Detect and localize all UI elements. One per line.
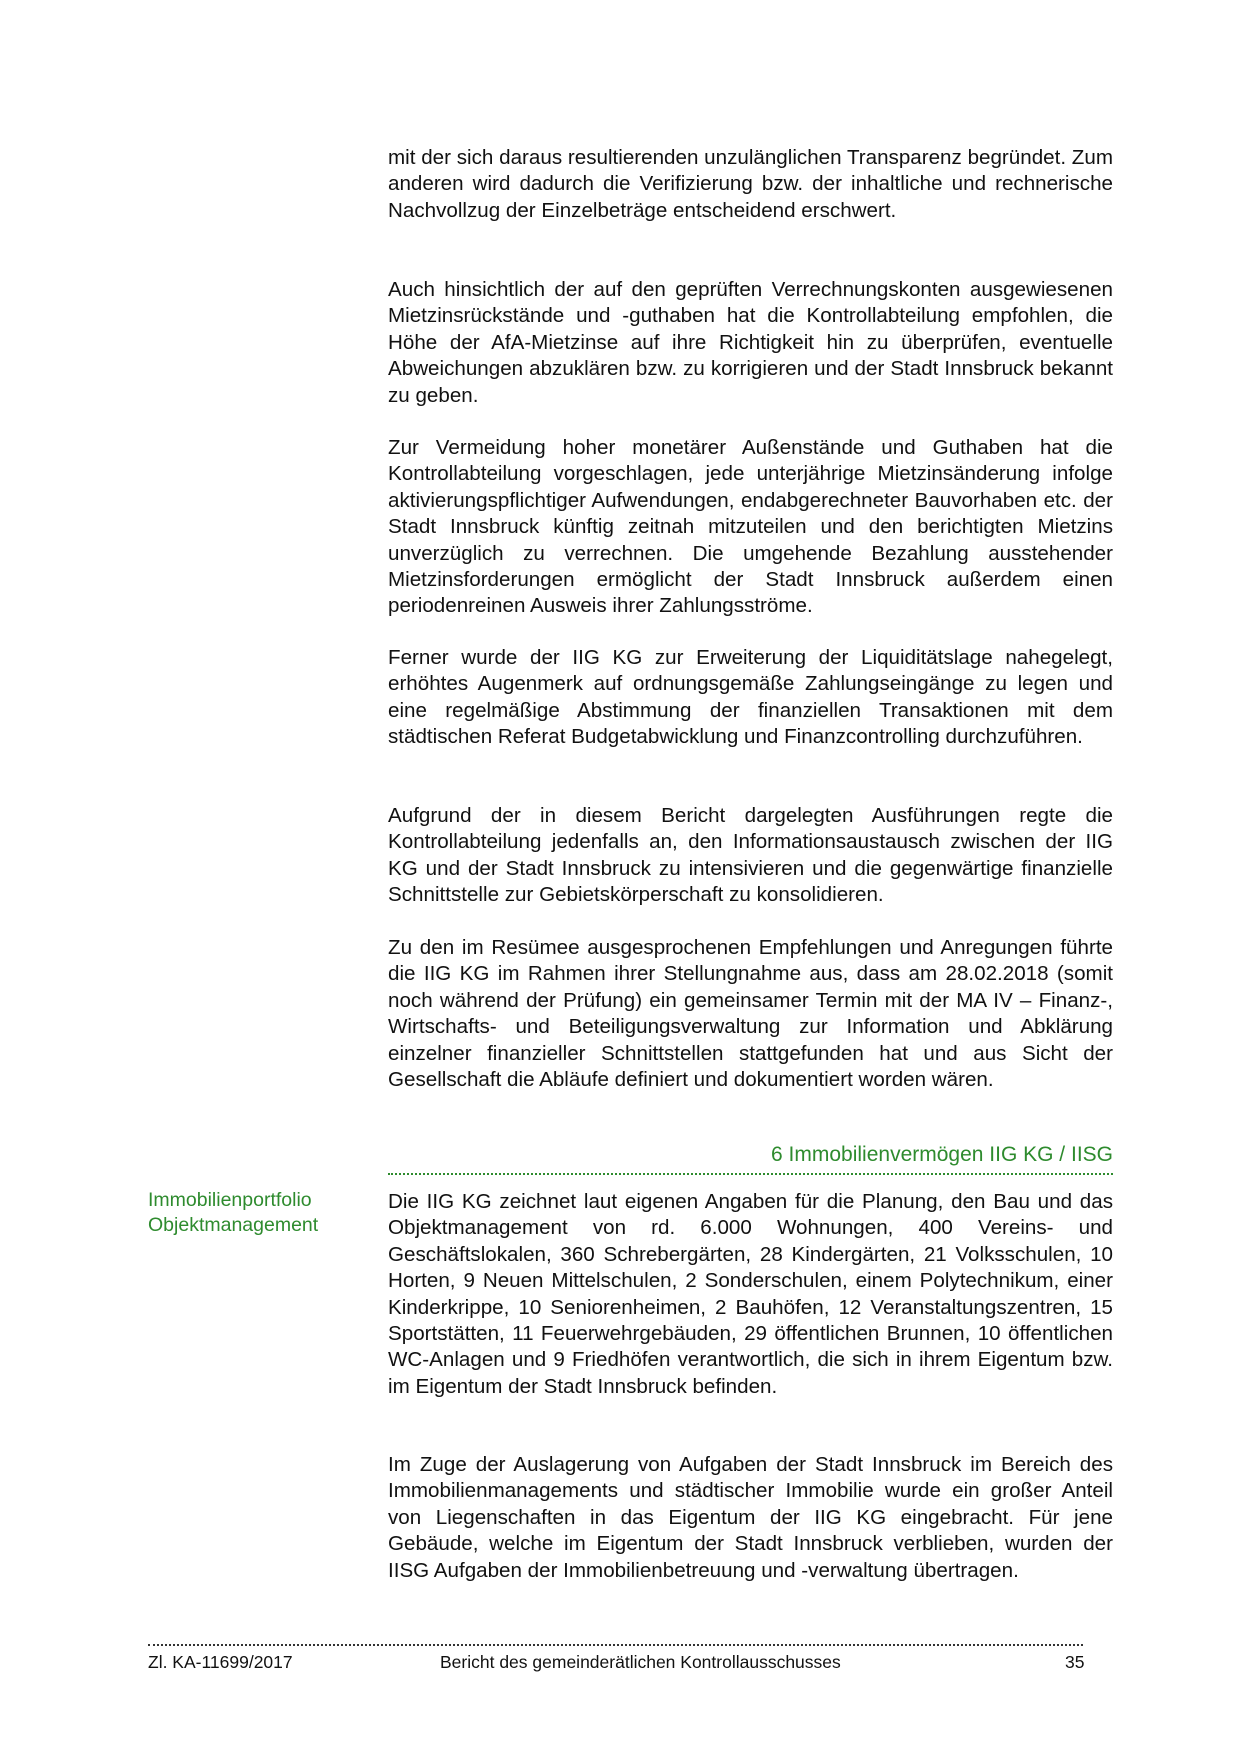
body-paragraph: Zu den im Resümee ausgesprochenen Empfehlungen und Anregungen führte die IIG KG im Rahmen ihrer Stellungnahme aus, dass am 28.02.2018 (somit noch während der Prüfung) ein gemeinsamer Termin mit der MA IV – Finanz-, Wirtschafts- und Beteiligungsverwaltung zur Information und Abklärung einzelner finanzieller Schnittstellen stattgefunden hat und aus Sicht der Gesellschaft die Abläufe definiert und dokumentiert worden wären. <box>388 936 1113 1092</box>
body-paragraph: Auch hinsichtlich der auf den geprüften Verrechnungskonten ausgewiesenen Mietzinsrückstände und -guthaben hat die Kontrollabteilung empfohlen, die Höhe der AfA-Mietzinse auf ihre Richtigkeit hin zu überprüfen, eventuelle Abweichungen abzuklären bzw. zu korrigieren und der Stadt Innsbruck bekannt zu geben. <box>388 278 1113 407</box>
margin-note-line: Objektmanagement <box>148 1214 319 1236</box>
body-paragraph: Aufgrund der in diesem Bericht dargelegten Ausführungen regte die Kontrollabteilung jedenfalls an, den Informationsaustausch zwischen der IIG KG und der Stadt Innsbruck zu intensivieren und die gegenwärtige finanzielle Schnittstelle zur Gebietskörperschaft zu konsolidieren. <box>388 804 1113 907</box>
section-paragraph: Im Zuge der Auslagerung von Aufgaben der Stadt Innsbruck im Bereich des Immobilienmanagements und städtischer Immobilie wurde ein großer Anteil von Liegenschaften in das Eigentum der IIG KG eingebracht. Für jene Gebäude, welche im Eigentum der Stadt Innsbruck verblieben, wurden der IISG Aufgaben der Immobilienbetreuung und -verwaltung übertragen. <box>388 1453 1113 1582</box>
footer-rule <box>148 1644 1083 1646</box>
body-paragraph: Ferner wurde der IIG KG zur Erweiterung der Liquiditätslage nahegelegt, erhöhtes Augenmerk auf ordnungsgemäße Zahlungseingänge zu legen und eine regelmäßige Abstimmung der finanziellen Transaktionen mit dem städtischen Referat Budgetabwicklung und Finanzcontrolling durchzuführen. <box>388 646 1113 749</box>
section-heading: 6 Immobilienvermögen IIG KG / IISG <box>771 1143 1113 1166</box>
footer-title: Bericht des gemeinderätlichen Kontrollausschusses <box>440 1652 841 1672</box>
margin-note <box>148 1188 368 1238</box>
page-number: 35 <box>1065 1652 1085 1672</box>
section-heading-rule <box>388 1173 1113 1175</box>
body-paragraph: Zur Vermeidung hoher monetärer Außenstände und Guthaben hat die Kontrollabteilung vorgeschlagen, jede unterjährige Mietzinsänderung infolge aktivierungspflichtiger Aufwendungen, endabgerechneter Bauvorhaben etc. der Stadt Innsbruck künftig zeitnah mitzuteilen und den berichtigten Mietzins unverzüglich zu verrechnen. Die umgehende Bezahlung ausstehender Mietzinsforderungen ermöglicht der Stadt Innsbruck außerdem einen periodenreinen Ausweis ihrer Zahlungsströme. <box>388 436 1113 618</box>
margin-note-line: Immobilienportfolio <box>148 1189 312 1211</box>
section-paragraph: Die IIG KG zeichnet laut eigenen Angaben für die Planung, den Bau und das Objektmanagement von rd. 6.000 Wohnungen, 400 Vereins- und Geschäftslokalen, 360 Schrebergärten, 28 Kindergärten, 21 Volksschulen, 10 Horten, 9 Neuen Mittelschulen, 2 Sonderschulen, einem Polytechnikum, einer Kinderkrippe, 10 Seniorenheimen, 2 Bauhöfen, 12 Veranstaltungszentren, 15 Sportstätten, 11 Feuerwehrgebäuden, 29 öffentlichen Brunnen, 10 öffentlichen WC-Anlagen und 9 Friedhöfen verantwortlich, die sich in ihrem Eigentum bzw. im Eigentum der Stadt Innsbruck befinden. <box>388 1190 1113 1398</box>
body-paragraph: mit der sich daraus resultierenden unzulänglichen Transparenz begründet. Zum anderen wird dadurch die Verifizierung bzw. der inhaltliche und rechnerische Nachvollzug der Einzelbeträge entscheidend erschwert. <box>388 146 1113 222</box>
footer-reference: Zl. KA-11699/2017 <box>148 1652 293 1672</box>
